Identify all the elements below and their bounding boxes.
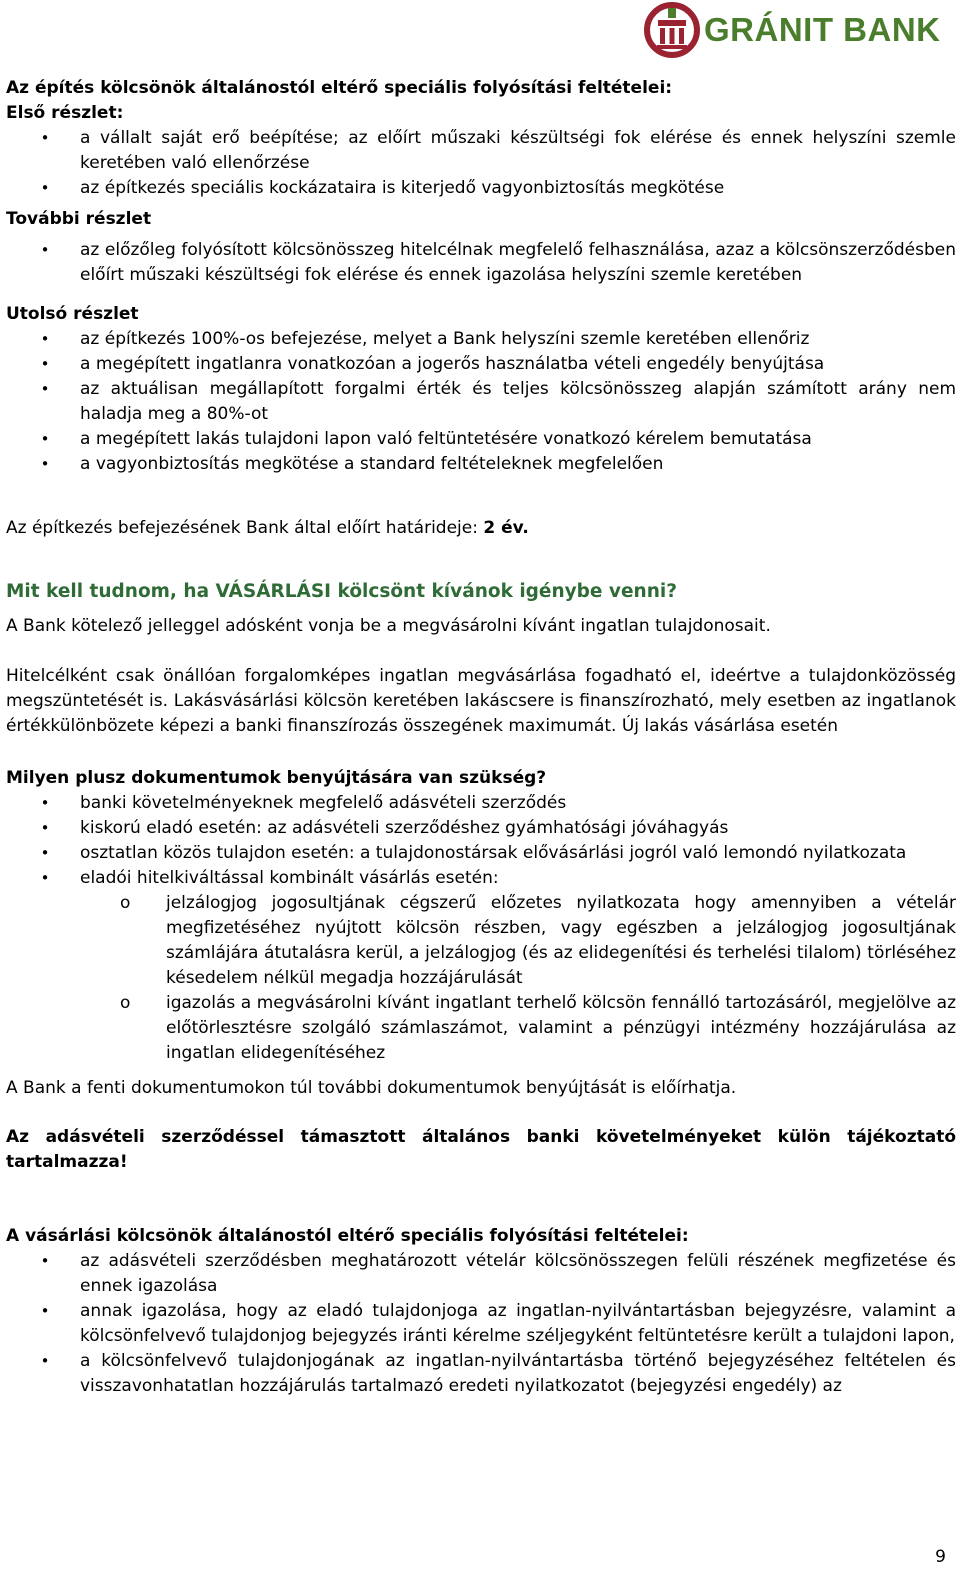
list-item: • az előzőleg folyósított kölcsönösszeg hitelcélnak megfelelő felhasználása, azaz a kölcsönszerződésben előírt műszaki készültségi fok elérése és ennek igazolása helyszíni szemle keretében [40, 240, 956, 285]
sub-bullet-icon: o [120, 993, 131, 1013]
sub-list-item: o igazolás a megvásárolni kívánt ingatlant terhelő kölcsön fennálló tartozásáról, megjelölve az előtörlesztésre szolgáló számlaszámot, valamint a pénzügyi intézmény hozzájárulása az ingatlan elidegenítéséhez [120, 993, 956, 1063]
first-installment-label: Első részlet: [6, 103, 124, 123]
list-item: • az adásvételi szerződésben meghatározott vételár kölcsönösszegen felüli részének megfizetése és ennek igazolása [40, 1251, 956, 1296]
bullet-icon: • [40, 430, 50, 448]
sub-bullet-icon: o [120, 893, 131, 913]
list-item: • a vagyonbiztosítás megkötése a standard feltételeknek megfelelően [6, 452, 956, 477]
bullet-icon: • [40, 380, 50, 398]
bullet-icon: • [40, 819, 50, 837]
purchase-loan-heading: Mit kell tudnom, ha VÁSÁRLÁSI kölcsönt kívánok igénybe venni? [6, 581, 677, 602]
purchase-loan-para-1: A Bank kötelező jelleggel adósként vonja be a megvásárolni kívánt ingatlan tulajdonosait. [6, 616, 771, 636]
list-item: • osztatlan közös tulajdon esetén: a tulajdonostársak elővásárlási jogról való lemondó nyilatkozata [6, 841, 956, 866]
bullet-icon: • [40, 179, 50, 197]
purchase-disbursement-list [6, 1249, 956, 1399]
list-item: • a kölcsönfelvevő tulajdonjogának az ingatlan-nyilvántartásba történő bejegyzéséhez feltételen és visszavonhatatlan hozzájárulás tartalmazó eredeti nyilatkozatot (bejegyzési engedély) az [40, 1351, 956, 1396]
bullet-icon: • [40, 1352, 50, 1370]
list-item: • a vállalt saját erő beépítése; az előírt műszaki készültségi fok elérése és ennek helyszíni szemle keretében való ellenőrzése [40, 128, 956, 173]
list-item: • annak igazolása, hogy az eladó tulajdonjoga az ingatlan-nyilvántartásban bejegyzésre, valamint a kölcsönfelvevő tulajdonjog bejegyzés iránti kérelme széljegyként feltüntetésre került a tulajdoni lapon, [40, 1301, 956, 1346]
bullet-icon: • [40, 1302, 50, 1320]
bullet-icon: • [40, 355, 50, 373]
extra-documents-list [6, 791, 956, 891]
additional-documents-note: A Bank a fenti dokumentumokon túl további dokumentumok benyújtását is előírhatja. [6, 1078, 737, 1098]
list-item: • az építkezés speciális kockázataira is kiterjedő vagyonbiztosítás megkötése [6, 176, 956, 201]
list-item: • a megépített lakás tulajdoni lapon való feltüntetésére vonatkozó kérelem bemutatása [6, 427, 956, 452]
section1-title: Az építés kölcsönök általánostól eltérő speciális folyósítási feltételei: [6, 78, 673, 98]
further-installment-list [6, 238, 956, 288]
bullet-icon: • [40, 330, 50, 348]
construction-deadline: Az építkezés befejezésének Bank által előírt határideje: 2 év. [6, 518, 529, 538]
last-installment-label: Utolsó részlet [6, 304, 139, 324]
granit-bank-emblem-icon [644, 2, 700, 58]
document-body [6, 76, 956, 1399]
bullet-icon: • [40, 869, 50, 887]
list-item: • az építkezés 100%-os befejezése, melyet a Bank helyszíni szemle keretében ellenőriz [6, 327, 956, 352]
extra-documents-heading: Milyen plusz dokumentumok benyújtására van szükség? [6, 768, 547, 788]
list-item: • eladói hitelkiváltással kombinált vásárlás esetén: [6, 866, 956, 891]
seller-loan-sublist [6, 891, 956, 1066]
first-installment-list [6, 126, 956, 201]
deadline-value: 2 év. [483, 518, 529, 538]
bullet-icon: • [40, 241, 50, 259]
list-item: • az aktuálisan megállapított forgalmi érték és teljes kölcsönösszeg alapján számított arány nem haladja meg a 80%-ot [40, 379, 956, 424]
last-installment-list [6, 327, 956, 477]
bullet-icon: • [40, 794, 50, 812]
bullet-icon: • [40, 844, 50, 862]
bullet-icon: • [40, 1252, 50, 1270]
granit-bank-logo [644, 0, 960, 60]
logo-text: GRÁNIT BANK [704, 11, 941, 48]
sales-contract-requirements-note: Az adásvételi szerződéssel támasztott általános banki követelményeket külön tájékoztató tartalmazza! [6, 1127, 956, 1172]
page-number: 9 [935, 1547, 946, 1567]
list-item: • kiskorú eladó esetén: az adásvételi szerződéshez gyámhatósági jóváhagyás [6, 816, 956, 841]
list-item: • a megépített ingatlanra vonatkozóan a jogerős használatba vételi engedély benyújtása [6, 352, 956, 377]
bullet-icon: • [40, 129, 50, 147]
sub-list-item: o jelzálogjog jogosultjának cégszerű előzetes nyilatkozata hogy amennyiben a vételár megfizetéséhez nyújtott kölcsön részben, vagy egészben a jelzálogjog jogosultjának számlájára átutalásra kerül, a jelzálogjog (és az elidegenítési és terhelési tilalom) törléséhez késedelem nélkül megadja hozzájárulását [120, 893, 956, 988]
further-installment-label: További részlet [6, 209, 152, 229]
bullet-icon: • [40, 455, 50, 473]
section4-title: A vásárlási kölcsönök általánostól eltérő speciális folyósítási feltételei: [6, 1226, 689, 1246]
purchase-loan-para-2: Hitelcélként csak önállóan forgalomképes ingatlan megvásárlása fogadható el, ideértve a tulajdonközösség megszüntetését is. Lakásvásárlási kölcsön keretében lakáscsere is finanszírozható, mely esetben az ingatlanok értékkülönbözete képezi a banki finanszírozás összegének maximumát. Új lakás vásárlása esetén [6, 666, 956, 736]
list-item: • banki követelményeknek megfelelő adásvételi szerződés [6, 791, 956, 816]
